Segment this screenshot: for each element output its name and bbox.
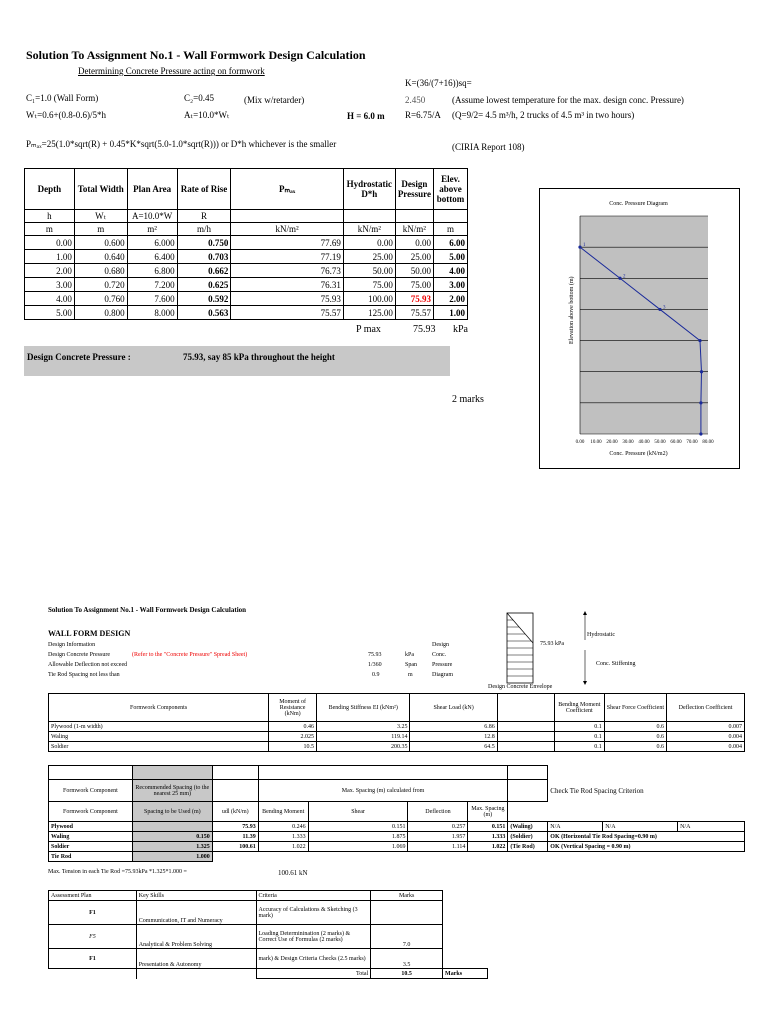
cell: 7.0 [371, 925, 443, 949]
cell: 77.69 [231, 236, 343, 250]
cell: 0.703 [177, 250, 231, 264]
cell: 1.022 [258, 842, 308, 852]
info-value: 0.9 [372, 672, 380, 678]
info-value: 1/360 [368, 662, 382, 668]
col-header: Total Width [74, 169, 127, 210]
chart-xlabel: Conc. Pressure (kN/m2) [609, 451, 668, 457]
envelope-value: 75.93 kPa [540, 641, 564, 647]
mix-note: (Mix w/retarder) [244, 95, 305, 105]
cell: 0.750 [177, 236, 231, 250]
col-header: Elev. above bottom [433, 169, 467, 210]
cell: 8.000 [127, 306, 177, 320]
design-word: Design [432, 642, 449, 648]
symbol-cell [343, 210, 395, 223]
total-value: 10.5 [371, 969, 443, 979]
cell: Analytical & Problem Solving [136, 925, 256, 949]
tension-value: 100.61 kN [278, 869, 308, 877]
point-label: 1 [583, 243, 586, 249]
table-row [49, 842, 745, 852]
cell: Soldier [49, 842, 133, 852]
table-row [25, 278, 468, 292]
k-note: (Assume lowest temperature for the max. design conc. Pressure) [452, 95, 684, 105]
concrete-envelope-sketch [500, 610, 610, 688]
col-header: Recommended Spacing (to the nearest 25 mm) [132, 780, 212, 802]
cell: 11.39 [212, 832, 258, 842]
symbol-cell: A=10.0*W [127, 210, 177, 223]
tension-label: Max. Tension in each Tie Rod =75.93kPa *1.325*1.000 = [48, 869, 187, 875]
cell: Accuracy of Calculations & Sketching (3 mark) [256, 901, 371, 925]
info-value: 75.93 [368, 652, 382, 658]
cell [497, 742, 554, 752]
cell: 1.022 [468, 842, 508, 852]
x-tick-label: 70.00 [686, 440, 698, 445]
col-header: Shear Force Coefficient [604, 694, 666, 722]
table-row [49, 822, 745, 832]
r-note: (Q=9/2= 4.5 m³/h, 2 trucks of 4.5 m³ in two hours) [452, 110, 635, 120]
cell: 1.957 [408, 832, 468, 842]
unit-cell: m [433, 223, 467, 236]
col-header: Key Skills [136, 891, 256, 901]
col-header: Check Tie Rod Spacing Criterion [550, 786, 644, 795]
cell: 1.325 [132, 842, 212, 852]
cell: 0.004 [667, 742, 745, 752]
symbol-cell [395, 210, 433, 223]
r-formula: R=6.75/A [405, 110, 441, 120]
cell: 1.114 [408, 842, 468, 852]
point-label: 3 [663, 305, 666, 311]
cell: 0.246 [258, 822, 308, 832]
cell: 100.61 [212, 842, 258, 852]
design-word: Pressure [432, 662, 453, 668]
h-label: H = 6.0 m [347, 111, 385, 121]
symbol-cell [433, 210, 467, 223]
col-header: Max. Spacing (m) calculated from [258, 780, 508, 802]
pressure-table [24, 168, 468, 320]
cell: 0.6 [604, 742, 666, 752]
cell: OK (Vertical Spacing = 0.90 m) [548, 842, 745, 852]
col-header: Formwork Component [49, 802, 133, 822]
data-point [699, 401, 702, 404]
cell: 0.662 [177, 264, 231, 278]
cell: 3.25 [317, 722, 410, 732]
k-value: 2.450 [405, 95, 426, 105]
cell: 0.625 [177, 278, 231, 292]
table-row [49, 742, 745, 752]
col-header: Bending Stiffness EI (kNm²) [317, 694, 410, 722]
cell: 100.00 [343, 292, 395, 306]
table-row [25, 250, 468, 264]
cell: 0.680 [74, 264, 127, 278]
cell: 2.00 [25, 264, 75, 278]
x-tick-label: 10.00 [590, 440, 602, 445]
table-row [49, 722, 745, 732]
cell: 0.004 [667, 732, 745, 742]
cell: (Waling) [508, 822, 548, 832]
col-header: Max. Spacing (m) [468, 802, 508, 822]
cell: 125.00 [343, 306, 395, 320]
info-label: Allowable Deflection not exceed [48, 662, 128, 668]
cell: Tie Rod [49, 852, 133, 862]
cell: 0.150 [132, 832, 212, 842]
cell: 0.760 [74, 292, 127, 306]
chart-ylabel: Elevation above bottom (m) [569, 276, 575, 344]
cell: 6.400 [127, 250, 177, 264]
data-point [578, 246, 581, 249]
cell: Waling [49, 832, 133, 842]
cell: 119.14 [317, 732, 410, 742]
symbol-cell: R [177, 210, 231, 223]
cell: 0.640 [74, 250, 127, 264]
table-row [49, 732, 745, 742]
cell: 0.151 [308, 822, 408, 832]
cell: 6.86 [410, 722, 497, 732]
col-header: Deflection [408, 802, 468, 822]
info-unit: Span [405, 662, 417, 668]
cell: 0.00 [343, 236, 395, 250]
col-header: Formwork Component [49, 780, 133, 802]
cell: 75.93 [212, 822, 258, 832]
col-header: Spacing to be Used (m) [132, 802, 212, 822]
col-header: Pₘₐₓ [231, 169, 343, 210]
pmax-formula: Pₘₐₓ=25(1.0*sqrt(R) + 0.45*K*sqrt(5.0-1.0*sqrt(R))) or D*h whichever is the smaller [26, 139, 337, 149]
cell: 5.00 [433, 250, 467, 264]
cell: 64.5 [410, 742, 497, 752]
cell: 0.00 [25, 236, 75, 250]
cell: Loading Determinination (2 marks) & Correct Use of Formulas (2 marks) [256, 925, 371, 949]
cell: 0.1 [554, 722, 604, 732]
cell: 3.00 [25, 278, 75, 292]
x-tick-label: 40.00 [638, 440, 650, 445]
total-label: Total [256, 969, 371, 979]
pmax-unit: kPa [453, 324, 468, 335]
table-row [49, 925, 488, 949]
col-header: Plan Area [127, 169, 177, 210]
cell: 12.8 [410, 732, 497, 742]
cell: 75.93 [231, 292, 343, 306]
col-header: Assessment Plan [49, 891, 137, 901]
x-tick-label: 60.00 [670, 440, 682, 445]
cell: mark) & Design Criteria Checks (2.5 marks) [256, 949, 371, 969]
col-header: Shear [308, 802, 408, 822]
w-formula: Wₜ=0.6+(0.8-0.6)/5*h [26, 110, 107, 120]
cell: Communication, IT and Numeracy [136, 901, 256, 925]
table-row [49, 969, 488, 979]
info-unit: kPa [405, 652, 414, 658]
col-header: Deflection Coefficient [667, 694, 745, 722]
pmax-label: P max [356, 324, 381, 335]
col-header: Shear Load (kN) [410, 694, 497, 722]
col-header: Bending Moment Coefficient [554, 694, 604, 722]
cell: 0.1 [554, 742, 604, 752]
symbol-cell [231, 210, 343, 223]
unit-cell: m/h [177, 223, 231, 236]
cell: 1.875 [308, 832, 408, 842]
cell: 4.00 [433, 264, 467, 278]
plot-area [580, 216, 708, 434]
sheet2-title: Solution To Assignment No.1 - Wall Formwork Design Calculation [48, 606, 247, 614]
design-word: Diagram [432, 672, 453, 678]
c1-value: C₁=1.0 (Wall Form) [26, 93, 99, 103]
cell: Waling [49, 732, 269, 742]
max-design-pressure-cell: 75.93 [395, 292, 433, 306]
cell [497, 722, 554, 732]
info-label: Design Concrete Pressure [48, 652, 110, 658]
cell: 6.00 [433, 236, 467, 250]
cell: 0.6 [604, 732, 666, 742]
envelope-label: Design Concrete Envelope [488, 684, 553, 690]
sheet-subtitle: Determining Concrete Pressure acting on formwork [78, 66, 265, 76]
col-header: Moment of Resistance (kNm) [269, 694, 317, 722]
cell: 50.00 [343, 264, 395, 278]
hydrostatic-label: Hydrostatic [587, 632, 615, 638]
unit-cell: m [74, 223, 127, 236]
point-label: 2 [623, 274, 626, 280]
cell: 6.800 [127, 264, 177, 278]
data-point [658, 308, 661, 311]
cell: 0.151 [468, 822, 508, 832]
cell: 0.6 [604, 722, 666, 732]
col-header: Bending Moment [258, 802, 308, 822]
col-header: Hydrostatic D*h [343, 169, 395, 210]
table-row [49, 852, 745, 862]
cell: 25.00 [343, 250, 395, 264]
cell: 0.257 [408, 822, 468, 832]
a-formula: Aₜ=10.0*Wₜ [184, 110, 230, 120]
table-row [49, 901, 488, 925]
cell: 76.73 [231, 264, 343, 278]
unit-cell: m [25, 223, 75, 236]
design-word: Conc. [432, 652, 447, 658]
cell: 77.19 [231, 250, 343, 264]
cell: 0.720 [74, 278, 127, 292]
info-note: (Refer to the "Concrete Pressure" Spread Sheet) [132, 652, 248, 658]
cell: 75.00 [395, 278, 433, 292]
cell [132, 822, 212, 832]
col-header: Depth [25, 169, 75, 210]
cell: 200.35 [317, 742, 410, 752]
cell: Presentation & Autonomy [136, 949, 256, 969]
marks-label: Marks [443, 969, 488, 979]
cell: 1.333 [468, 832, 508, 842]
cell: (Soldier) [508, 832, 548, 842]
cell: (Tie Rod) [508, 842, 548, 852]
table-row [25, 292, 468, 306]
col-header: Criteria [256, 891, 371, 901]
cell [371, 901, 443, 925]
cell: 50.00 [395, 264, 433, 278]
x-tick-label: 80.00 [702, 440, 714, 445]
design-value: 75.93, say 85 kPa throughout the height [183, 352, 335, 362]
cell: 7.200 [127, 278, 177, 292]
pressure-diagram-chart [539, 188, 738, 467]
cell: 25.00 [395, 250, 433, 264]
cell: 0.00 [395, 236, 433, 250]
ciria-note: (CIRIA Report 108) [452, 142, 525, 152]
col-header: udl (kN/m) [212, 802, 258, 822]
cell: 7.600 [127, 292, 177, 306]
cell: 1.000 [132, 852, 212, 862]
cell: OK (Horizontal Tie Rod Spacing=0.90 m) [548, 832, 745, 842]
cell: 5.00 [25, 306, 75, 320]
cell: 1.00 [25, 250, 75, 264]
cell: F1 [49, 949, 137, 969]
info-label: Tie Rod Spacing not less than [48, 672, 120, 678]
cell: Plywood (1-m width) [49, 722, 269, 732]
table-row [25, 306, 468, 320]
cell: 1.333 [258, 832, 308, 842]
table-row [49, 949, 488, 969]
x-tick-label: 50.00 [654, 440, 666, 445]
table-row [49, 832, 745, 842]
table-row [25, 264, 468, 278]
cell: F5 [49, 925, 137, 949]
spacing-table [48, 765, 745, 862]
cell: 0.1 [554, 732, 604, 742]
cell: F1 [49, 901, 137, 925]
cell: 76.31 [231, 278, 343, 292]
col-header: Design Pressure [395, 169, 433, 210]
conc-stiffening-label: Conc. Stiffening [596, 661, 636, 667]
cell: N/A [603, 822, 678, 832]
cell: 0.563 [177, 306, 231, 320]
x-tick-label: 0.00 [575, 440, 585, 445]
col-header [497, 694, 554, 722]
col-header [212, 780, 258, 802]
cell: 3.00 [433, 278, 467, 292]
design-label: Design Concrete Pressure : [27, 352, 131, 362]
info-label: Design Information [48, 642, 96, 648]
cell: Plywood [49, 822, 133, 832]
chart-title: Conc. Pressure Diagram [609, 201, 668, 207]
symbol-cell: h [25, 210, 75, 223]
cell: 10.5 [269, 742, 317, 752]
sheet-title: Solution To Assignment No.1 - Wall Formwork Design Calculation [26, 48, 366, 62]
table-row [25, 236, 468, 250]
cell: 1.00 [433, 306, 467, 320]
cell: 0.46 [269, 722, 317, 732]
components-table [48, 693, 745, 752]
cell: 4.00 [25, 292, 75, 306]
cell: 75.57 [395, 306, 433, 320]
cell: 1.069 [308, 842, 408, 852]
x-tick-label: 20.00 [606, 440, 618, 445]
unit-cell: m² [127, 223, 177, 236]
unit-cell: kN/m² [395, 223, 433, 236]
unit-cell: kN/m² [231, 223, 343, 236]
data-point [700, 370, 703, 373]
pmax-value: 75.93 [413, 324, 436, 335]
info-unit: m [408, 672, 413, 678]
k-formula: K=(36/(7+16))sq= [405, 78, 472, 88]
assessment-table [48, 890, 488, 979]
data-point [699, 432, 702, 435]
col-header: Formwork Components [49, 694, 269, 722]
marks-text: 2 marks [452, 394, 484, 405]
cell: 0.800 [74, 306, 127, 320]
cell: 0.007 [667, 722, 745, 732]
cell [497, 732, 554, 742]
symbol-cell: Wₜ [74, 210, 127, 223]
col-header: Rate of Rise [177, 169, 231, 210]
cell: 0.600 [74, 236, 127, 250]
cell: Soldier [49, 742, 269, 752]
cell: 75.57 [231, 306, 343, 320]
cell: N/A [548, 822, 603, 832]
sheet2-heading: WALL FORM DESIGN [48, 629, 131, 638]
cell: 0.592 [177, 292, 231, 306]
data-point [698, 339, 701, 342]
cell: 2.025 [269, 732, 317, 742]
col-header: Marks [371, 891, 443, 901]
cell: 6.000 [127, 236, 177, 250]
cell: 2.00 [433, 292, 467, 306]
unit-cell: kN/m² [343, 223, 395, 236]
cell: 3.5 [371, 949, 443, 969]
cell: N/A [678, 822, 745, 832]
cell: 75.00 [343, 278, 395, 292]
x-tick-label: 30.00 [622, 440, 634, 445]
c2-value: C₂=0.45 [184, 93, 214, 103]
data-point [618, 277, 621, 280]
